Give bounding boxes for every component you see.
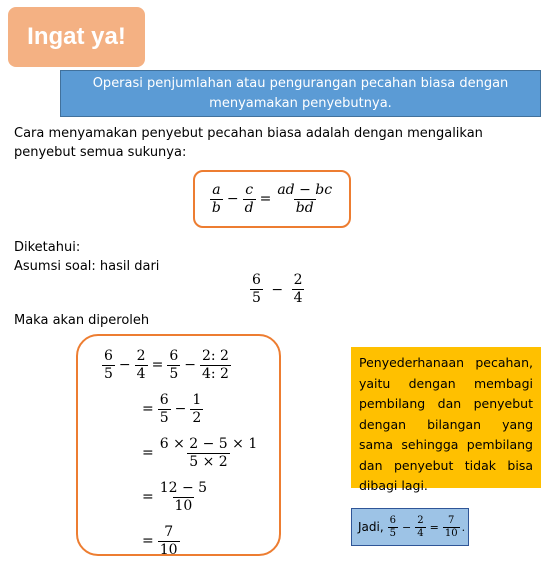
problem-d1: 5: [252, 290, 261, 306]
topic-banner-text: Operasi penjumlahan atau pengurangan pecahan biasa dengan menyamakan penyebutnya.: [92, 75, 509, 111]
s1-d2: 4: [136, 365, 146, 382]
reminder-badge-label: Ingat ya!: [27, 23, 126, 50]
problem-frac-1: [250, 272, 263, 307]
solution-steps: [100, 343, 261, 563]
c-n2: 2: [417, 514, 424, 526]
step-3: [100, 431, 261, 475]
problem-n2: 2: [293, 272, 303, 288]
given-label: Diketahui:: [14, 240, 81, 255]
s5-num: 7: [164, 523, 174, 540]
s1-d3: 5: [169, 365, 179, 382]
c-d1: 5: [389, 527, 397, 539]
s1-d1: 5: [104, 365, 113, 382]
formula-denominator: bd: [295, 199, 314, 216]
reminder-badge: [8, 7, 145, 67]
s2-equals: =: [142, 401, 154, 417]
problem-minus: −: [271, 281, 284, 298]
formula-numerator: ad − bc: [277, 181, 333, 198]
formula-frac-ab: [210, 182, 223, 217]
s1-minus-b: −: [184, 357, 196, 373]
conclusion-prefix: Jadi,: [358, 520, 384, 534]
formula-d: d: [244, 199, 254, 216]
s2-n2: 1: [192, 391, 202, 408]
problem-expression: [248, 272, 306, 307]
s2-n1: 6: [159, 391, 169, 408]
formula-b: b: [211, 199, 221, 216]
c-d2: 4: [417, 527, 424, 539]
topic-banner: [60, 70, 541, 117]
c-n3: 7: [448, 514, 455, 526]
s4-num: 12 − 5: [159, 479, 208, 496]
step-2: [100, 387, 261, 431]
s1-n1: 6: [104, 347, 113, 364]
formula-equals: =: [259, 191, 272, 207]
problem-d2: 4: [293, 290, 303, 306]
s2-d2: 2: [192, 409, 202, 426]
c-equals: =: [429, 520, 439, 534]
problem-n1: 6: [252, 272, 261, 288]
c-minus: −: [402, 520, 412, 534]
simplification-note-text: Penyederhanaan pecahan, yaitu dengan membagi pembilang dan penyebut dengan bilangan yang sama sehingga pembilang dan penyebut tidak bisa dibagi lagi.: [359, 355, 533, 493]
formula-c: c: [245, 181, 254, 198]
formula-frac-cd: [243, 182, 256, 217]
s1-n3: 6: [169, 347, 179, 364]
s2-d1: 5: [159, 409, 169, 426]
formula-minus: −: [226, 191, 239, 207]
intro-text: Cara menyamakan penyebut pecahan biasa adalah dengan mengalikan penyebut semua sukunya:: [14, 126, 483, 160]
step-5: [100, 519, 261, 563]
assumption-text: Asumsi soal: hasil dari: [14, 259, 160, 274]
conclusion-box: [351, 508, 469, 546]
step-4: [100, 475, 261, 519]
intro-paragraph: [14, 124, 544, 162]
formula-result: [275, 182, 334, 217]
formula-box: [193, 170, 351, 228]
s4-equals: =: [142, 489, 154, 505]
s4-den: 10: [174, 497, 193, 514]
c-suffix: .: [461, 520, 466, 534]
s3-num: 6 × 2 − 5 × 1: [159, 435, 258, 452]
step-1: [100, 343, 261, 387]
s2-minus: −: [174, 401, 187, 417]
c-d3: 10: [444, 527, 458, 539]
problem-frac-2: [292, 272, 305, 307]
c-n1: 6: [389, 514, 397, 526]
s5-equals: =: [142, 533, 154, 549]
s1-n2: 2: [136, 347, 146, 364]
s1-equals: =: [151, 357, 164, 373]
simplification-note: [351, 347, 541, 493]
formula-a: a: [212, 181, 221, 198]
result-label: Maka akan diperoleh: [14, 313, 150, 328]
conclusion-expression: [386, 515, 465, 540]
s5-den: 10: [159, 541, 178, 558]
s1-d4: 4: 2: [201, 365, 229, 382]
s1-minus-a: −: [118, 357, 131, 373]
s3-equals: =: [142, 445, 154, 461]
s1-n4: 2: 2: [201, 347, 229, 364]
s3-den: 5 × 2: [189, 453, 228, 470]
